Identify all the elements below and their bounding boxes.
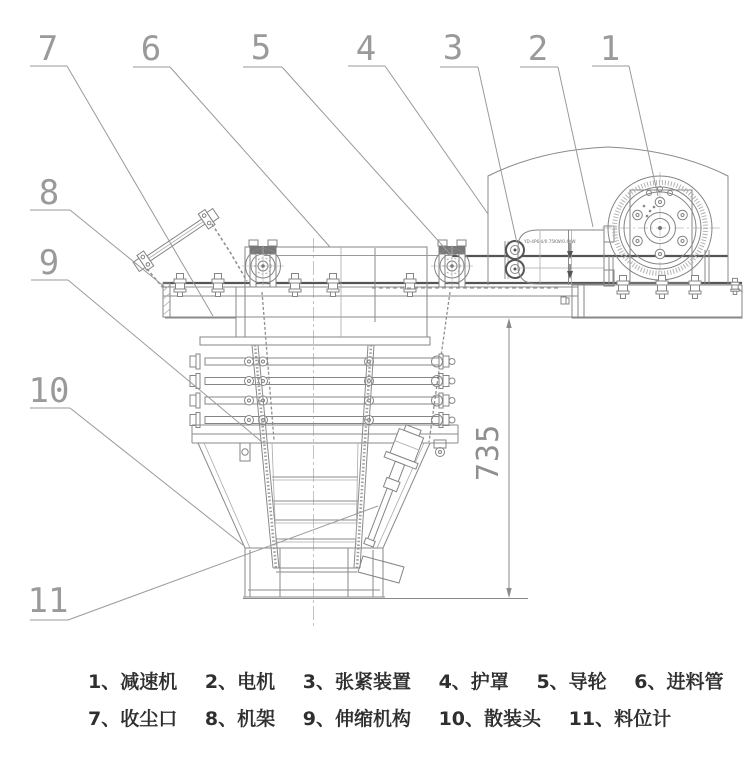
callout-10-label: 10 bbox=[28, 371, 70, 411]
callout-7-label: 7 bbox=[37, 29, 59, 69]
dimension-735 bbox=[471, 318, 512, 598]
callout-2 bbox=[520, 29, 593, 227]
callout-4 bbox=[348, 29, 488, 214]
tension-device bbox=[505, 241, 524, 279]
guide-pulley-right bbox=[431, 240, 473, 287]
callout-1 bbox=[592, 29, 658, 196]
motor-spec-label: YD-4P6-4/0.75KW/0.4KW bbox=[524, 239, 576, 244]
callout-5-label: 5 bbox=[250, 28, 272, 68]
reducer bbox=[602, 172, 720, 287]
legend-item-8: 8、机架 bbox=[204, 708, 276, 730]
legend-item-9: 9、伸缩机构 bbox=[302, 708, 411, 730]
legend-item-10: 10、散装头 bbox=[438, 708, 542, 730]
legend-item-6: 6、进料管 bbox=[634, 671, 724, 693]
callouts bbox=[28, 28, 658, 621]
legend-item-5: 5、导轮 bbox=[536, 671, 607, 693]
parts-legend bbox=[88, 664, 745, 738]
legend-row-2 bbox=[88, 701, 745, 738]
tension-strut bbox=[131, 206, 221, 275]
legend-item-4: 4、护罩 bbox=[438, 671, 509, 693]
callout-3-label: 3 bbox=[442, 28, 464, 68]
callout-3 bbox=[440, 28, 517, 243]
callout-2-label: 2 bbox=[527, 29, 549, 69]
callout-11-label: 11 bbox=[27, 581, 69, 621]
legend-item-11: 11、料位计 bbox=[568, 708, 672, 730]
callout-8-label: 8 bbox=[38, 173, 60, 213]
callout-4-label: 4 bbox=[355, 29, 377, 69]
legend-row-1 bbox=[88, 664, 745, 701]
callout-9 bbox=[28, 243, 262, 442]
dimension-value: 735 bbox=[471, 423, 506, 481]
callout-6 bbox=[133, 29, 330, 247]
legend-item-3: 3、张紧装置 bbox=[302, 671, 411, 693]
callout-9-label: 9 bbox=[38, 243, 60, 283]
callout-5 bbox=[243, 28, 451, 255]
legend-item-7: 7、收尘口 bbox=[88, 708, 178, 730]
callout-1-label: 1 bbox=[599, 29, 621, 69]
callout-6-label: 6 bbox=[140, 29, 162, 69]
legend-item-1: 1、减速机 bbox=[88, 671, 178, 693]
legend-item-2: 2、电机 bbox=[204, 671, 276, 693]
base-frame bbox=[561, 276, 742, 319]
